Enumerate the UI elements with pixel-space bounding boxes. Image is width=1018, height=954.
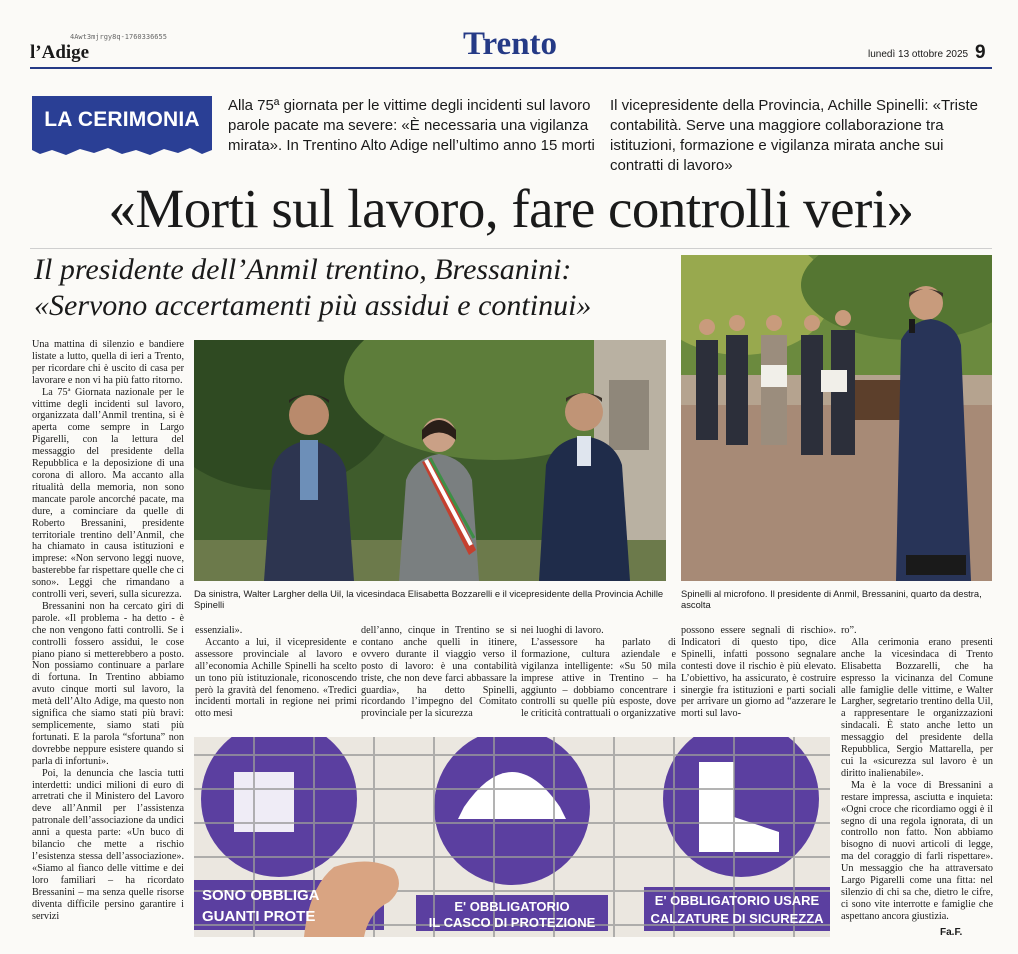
kicker-label: LA CERIMONIA: [32, 96, 212, 144]
photo-safety-signs: [194, 737, 830, 937]
author-byline: Fa.F.: [940, 927, 963, 938]
sign-1-line-1: SONO OBBLIGA: [202, 887, 320, 904]
photo-speaker-illustration: [681, 255, 992, 581]
paragraph: Poi, la denuncia che lascia tutti interdetti: undici milioni di euro di arretrati che il Ministero del Lavoro deve all’Anmil per l’assistenza patronale dell’associazione da undici anni a questa parte: «Un buco di bilancio che mette a rischio l’esistenza stessa dell’associazione». «Siamo al fianco delle vittime e dei loro familiari – ha ricordato Bressanini – ma senza quelle risorse diventa difficile persino garantire i servizi: [32, 767, 184, 922]
safety-signs-illustration: [194, 737, 830, 937]
article-column-1: [32, 339, 184, 939]
paragraph: Ma è la voce di Bressanini a restare impressa, asciutta e inquieta: «Ogni croce che ricordiamo oggi è il segno di una regola ignorata, di un controllo non fatto. Non abbiamo bisogno di nuovi articoli di legge, ma del coraggio di farli rispettare». Un messaggio che ha attraversato Largo Pigarelli come una fitta: nel silenzio di chi sa che, dietro le cifre, ci sono vite interrotte e famiglie che aspettano ancora giustizia.: [841, 779, 993, 922]
article-column-3: [361, 625, 517, 735]
headline: «Morti sul lavoro, fare controlli veri»: [108, 178, 914, 239]
kicker-torn-edge: [32, 144, 212, 158]
sign-1-line-2: GUANTI PROTE: [202, 908, 316, 925]
paragraph: Una mattina di silenzio e bandiere listate a lutto, quella di ieri a Trento, per ricordare chi è uscito di casa per lavorare e non vi ha più fatto ritorno.: [32, 339, 184, 386]
header-rule: [30, 67, 992, 69]
paragraph: La 75ª Giornata nazionale per le vittime degli incidenti sul lavoro, organizzata dall’Anmil trentina, si è aperta come sempre in Largo Pigarelli, con la lettura del messaggio del presidente della Repubblica e la deposizione di una corona di alloro. Ma accanto alla ritualità della memoria, non sono mancate parole ancorché pacate, ma dure, a cominciare da quelle di Roberto Bressanini, presidente territoriale trentino dell’Anmil, che ha chiamato in causa istituzioni e imprese: «Non servono leggi nuove, basterebbe far rispettare quelle che ci sono». Leggi che rimandano a controlli veri, severi, sulla sicurezza.: [32, 386, 184, 601]
subheadline-line-1: Il presidente dell’Anmil trentino, Bressanini:: [34, 253, 572, 286]
article-code: 4Awt3mjrgy8q-1760336655: [70, 33, 167, 41]
paragraph: dell’anno, cinque in Trentino se si contano anche quelli in itinere, ovvero durante il viaggio verso il posto di lavoro: è una contabilità triste, che non deve farci abbassare la guardia», ha detto Spinelli, ricordando l’impegno del Comitato provinciale per la sicurezza: [361, 625, 517, 720]
article-column-4: [521, 625, 676, 735]
article-column-6: [841, 625, 993, 940]
paragraph: possono essere segnali di rischio». Indicatori di questo tipo, dice Spinelli, infatti possono segnalare contesti dove il rischio è più elevato. L’obiettivo, ha assicurato, è costruire sinergie fra istituzioni e parti sociali per arrivare un giorno ad “azzerare le morti sul lavo-: [681, 625, 836, 720]
article-column-5: [681, 625, 836, 735]
subtitle-right: Il vicepresidente della Provincia, Achille Spinelli: «Triste contabilità. Serve una maggiore collaborazione tra istituzioni, formazione e vigilanza mirata anche sui contratti di lavoro»: [610, 97, 978, 174]
paragraph: Alla cerimonia erano presenti anche la vicesindaca di Trento Elisabetta Bozzarelli, che ha espresso la vicinanza del Comune alle famiglie delle vittime, e Walter Largher, segretario trentino della Uil, a rappresentare le organizzazioni sindacali. È stato anche letto un messaggio del presidente della Repubblica, Sergio Mattarella, per cui la «sicurezza sul lavoro è un diritto inalienabile».: [841, 636, 993, 779]
page-number: 9: [975, 42, 986, 63]
paragraph: essenziali».: [195, 625, 243, 636]
paragraph: nei luoghi di lavoro.: [521, 625, 604, 636]
paragraph: L’assessore ha parlato di formazione, cultura aziendale e vigilanza intelligente: «Su 50 mila imprese attive in Trentino – ha aggiunto – dobbiamo concentrare i controlli su quelle più esposte, dove le criticità contrattuali o organizzative: [521, 636, 676, 720]
sign-3-line-2: CALZATURE DI SICUREZZA: [650, 911, 824, 926]
photo-caption-main: Da sinistra, Walter Largher della Uil, la vicesindaca Elisabetta Bozzarelli e il vicepresidente della Provincia Achille Spinelli: [194, 588, 664, 610]
paragraph: Accanto a lui, il vicepresidente e assessore provinciale al lavoro e all’economia Achille Spinelli ha scelto un tono più istituzionale, riconoscendo però la gravità del fenomeno. «Tredici incidenti mortali in regione nei primi otto mesi: [195, 636, 357, 720]
subtitle-left: Alla 75ª giornata per le vittime degli incidenti sul lavoro parole pacate ma severe: «È necessaria una vigilanza mirata». In Trentino Alto Adige nell’ultimo anno 15 morti: [228, 97, 595, 154]
sign-2-line-1: E' OBBLIGATORIO: [454, 899, 570, 914]
subheadline-line-2: «Servono accertamenti più assidui e continui»: [34, 289, 592, 322]
paragraph: Bressanini non ha cercato giri di parole. «Il problema - ha detto - è che non vengono fatti controlli. Se i controlli fossero assidui, le cose piano piano si metterebbero a posto. Non possiamo continuare a parlare di fortuna. In Trentino abbiamo avuto cinque morti sul lavoro, la metà dell’Alto Adige, ma questo non significa che siamo stati più bravi: semplicemente, siamo stati più fortunati. E la parola “sfortuna” non dovrebbe neppure esistere quando si parla di infortuni».: [32, 600, 184, 767]
photo-caption-side: Spinelli al microfono. Il presidente di Anmil, Bressanini, quarto da destra, ascolta: [681, 588, 982, 610]
section-title: Trento: [462, 26, 558, 62]
photo-officials: [194, 340, 666, 581]
headline-divider: [30, 248, 992, 249]
sign-2-line-2: IL CASCO DI PROTEZIONE: [428, 915, 596, 930]
paragraph: ro”.: [841, 625, 857, 636]
publication-date: lunedì 13 ottobre 2025: [868, 49, 969, 60]
photo-officials-illustration: [194, 340, 666, 581]
photo-speaker: [681, 255, 992, 581]
sign-3-line-1: E' OBBLIGATORIO USARE: [654, 893, 820, 908]
article-column-2: [195, 625, 357, 735]
newspaper-logo: l’Adige: [30, 42, 90, 63]
